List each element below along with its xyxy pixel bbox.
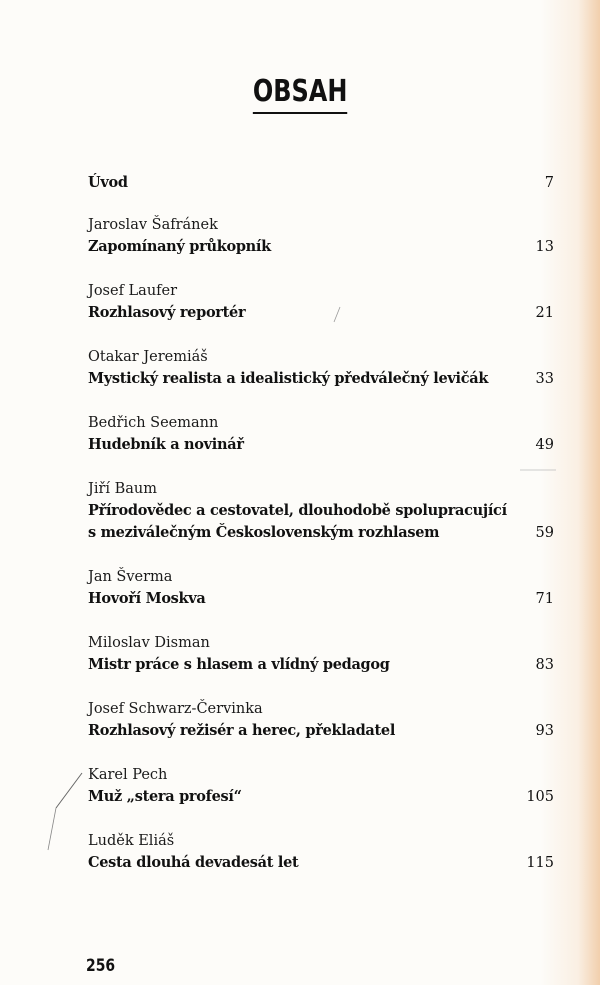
toc-entry-page: 71: [535, 591, 554, 607]
page-number: 256: [86, 956, 116, 976]
pencil-stroke: [48, 808, 56, 850]
toc-entry-page: 83: [535, 657, 554, 673]
toc-entry-title: Rozhlasový reportér: [88, 304, 246, 321]
toc-entry-author: Miloslav Disman: [88, 635, 210, 651]
toc-entry-title: Mystický realista a idealistický předválečný levičák: [88, 370, 489, 387]
toc-entry-author: Josef Schwarz-Červinka: [88, 701, 263, 717]
toc-entry-author: Jiří Baum: [88, 481, 158, 497]
toc-entry-author: Luděk Eliáš: [88, 833, 175, 849]
toc-entry-page: 115: [526, 855, 554, 871]
toc-entry-page: 13: [535, 239, 554, 255]
toc-entry-author: Josef Laufer: [88, 283, 178, 299]
toc-entry-author: Jaroslav Šafránek: [88, 217, 218, 233]
toc-entry-page: 7: [544, 175, 554, 191]
pencil-stroke: [56, 773, 82, 808]
toc-entry-author: Otakar Jeremiáš: [88, 349, 208, 365]
toc-entry-title: Hovoří Moskva: [88, 590, 206, 607]
toc-entry-page: 33: [535, 371, 554, 387]
pencil-stroke: [334, 307, 340, 322]
toc-entry-page: 21: [535, 305, 554, 321]
toc-entry-page: 93: [535, 723, 554, 739]
toc-entry-title: Hudebník a novinář: [88, 436, 244, 453]
toc-entry-title: Mistr práce s hlasem a vlídný pedagog: [88, 656, 390, 673]
toc-entry-title: Přírodovědec a cestovatel, dlouhodobě spolupracující s meziválečným Československým rozhlasem: [88, 502, 507, 541]
toc-entry-title: Úvod: [88, 174, 128, 191]
toc-entry-title: Zapomínaný průkopník: [88, 238, 271, 255]
toc-entry-title: Rozhlasový režisér a herec, překladatel: [88, 722, 396, 739]
toc-entry-page: 105: [526, 789, 554, 805]
toc-entry-author: Karel Pech: [88, 767, 168, 783]
toc-entry-author: Jan Šverma: [88, 569, 173, 585]
toc-entry-author: Bedřich Seemann: [88, 415, 219, 431]
toc-entry-page: 59: [535, 525, 554, 541]
toc-entry-title: Cesta dlouhá devadesát let: [88, 854, 299, 871]
contents-heading: OBSAH: [253, 74, 348, 114]
toc-entry-page: 49: [535, 437, 554, 453]
toc-entry-title: Muž „stera profesí“: [88, 788, 242, 805]
